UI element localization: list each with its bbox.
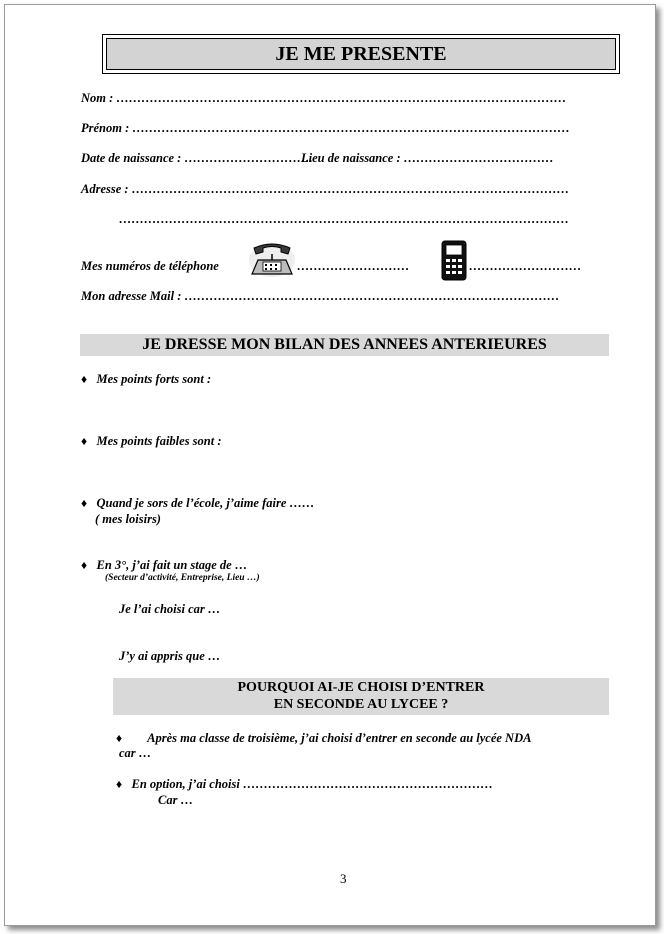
option-car-label: Car … (158, 793, 194, 807)
loisirs-sublabel: ( mes loisirs) (95, 512, 161, 526)
adresse-continuation[interactable]: ……………………………………………………………………………………………… (119, 212, 569, 226)
points-faibles-label: Mes points faibles sont : (96, 434, 222, 448)
loisirs-label: Quand je sors de l’école, j’aime faire …… (96, 496, 315, 510)
diamond-bullet-icon: ♦ (81, 434, 88, 448)
apres-sublabel: car … (119, 746, 152, 760)
page-number: 3 (340, 871, 347, 886)
date-naissance-field[interactable]: Date de naissance : …………………………. (81, 151, 313, 165)
option-label[interactable]: En option, j’ai choisi …………………………………………………… (131, 777, 493, 791)
diamond-bullet-icon: ♦ (81, 558, 88, 572)
page-title: JE ME PRESENTE (106, 38, 616, 70)
pourquoi-heading (113, 678, 609, 715)
option-item (116, 777, 493, 792)
nom-field[interactable]: Nom : ……………………………………………………………………………………………… (81, 91, 567, 105)
lieu-naissance-field[interactable]: Lieu de naissance : ……………………………… (301, 151, 554, 165)
telephone-icon (248, 240, 296, 278)
choisi-label: Je l’ai choisi car … (119, 602, 221, 616)
adresse-field[interactable]: Adresse : …………………………………………………………………………………………… (81, 182, 570, 196)
apres-item (116, 731, 531, 746)
telephone-label: Mes numéros de téléphone (81, 259, 219, 273)
diamond-bullet-icon: ♦ (116, 731, 123, 745)
loisirs-item (81, 496, 315, 511)
title-box (102, 34, 620, 74)
stage-label: En 3°, j’ai fait un stage de … (96, 558, 248, 572)
stage-item (81, 558, 247, 573)
stage-sublabel: (Secteur d’activité, Entreprise, Lieu …) (105, 573, 260, 583)
phone-dots-2[interactable]: ……………………… (469, 259, 582, 273)
diamond-bullet-icon: ♦ (81, 372, 88, 386)
bilan-heading: JE DRESSE MON BILAN DES ANNEES ANTERIEURES (80, 334, 609, 356)
pourquoi-heading-line-2: EN SECONDE AU LYCEE ? (273, 697, 449, 712)
apres-label: Après ma classe de troisième, j’ai choisi d’entrer en seconde au lycée NDA (147, 731, 532, 745)
phone-dots-1[interactable]: ……………………… (297, 259, 410, 273)
points-forts-label: Mes points forts sont : (96, 372, 212, 386)
pourquoi-heading-line-1: POURQUOI AI-JE CHOISI D’ENTRER (237, 680, 485, 695)
appris-label: J’y ai appris que … (119, 649, 221, 663)
prenom-field[interactable]: Prénom : …………………………………………………………………………………………… (81, 121, 570, 135)
points-faibles-item (81, 434, 222, 449)
diamond-bullet-icon: ♦ (116, 777, 123, 791)
diamond-bullet-icon: ♦ (81, 496, 88, 510)
points-forts-item (81, 372, 211, 387)
mobile-phone-icon (440, 240, 470, 282)
mail-field[interactable]: Mon adresse Mail : ……………………………………………………………………………… (81, 289, 560, 303)
